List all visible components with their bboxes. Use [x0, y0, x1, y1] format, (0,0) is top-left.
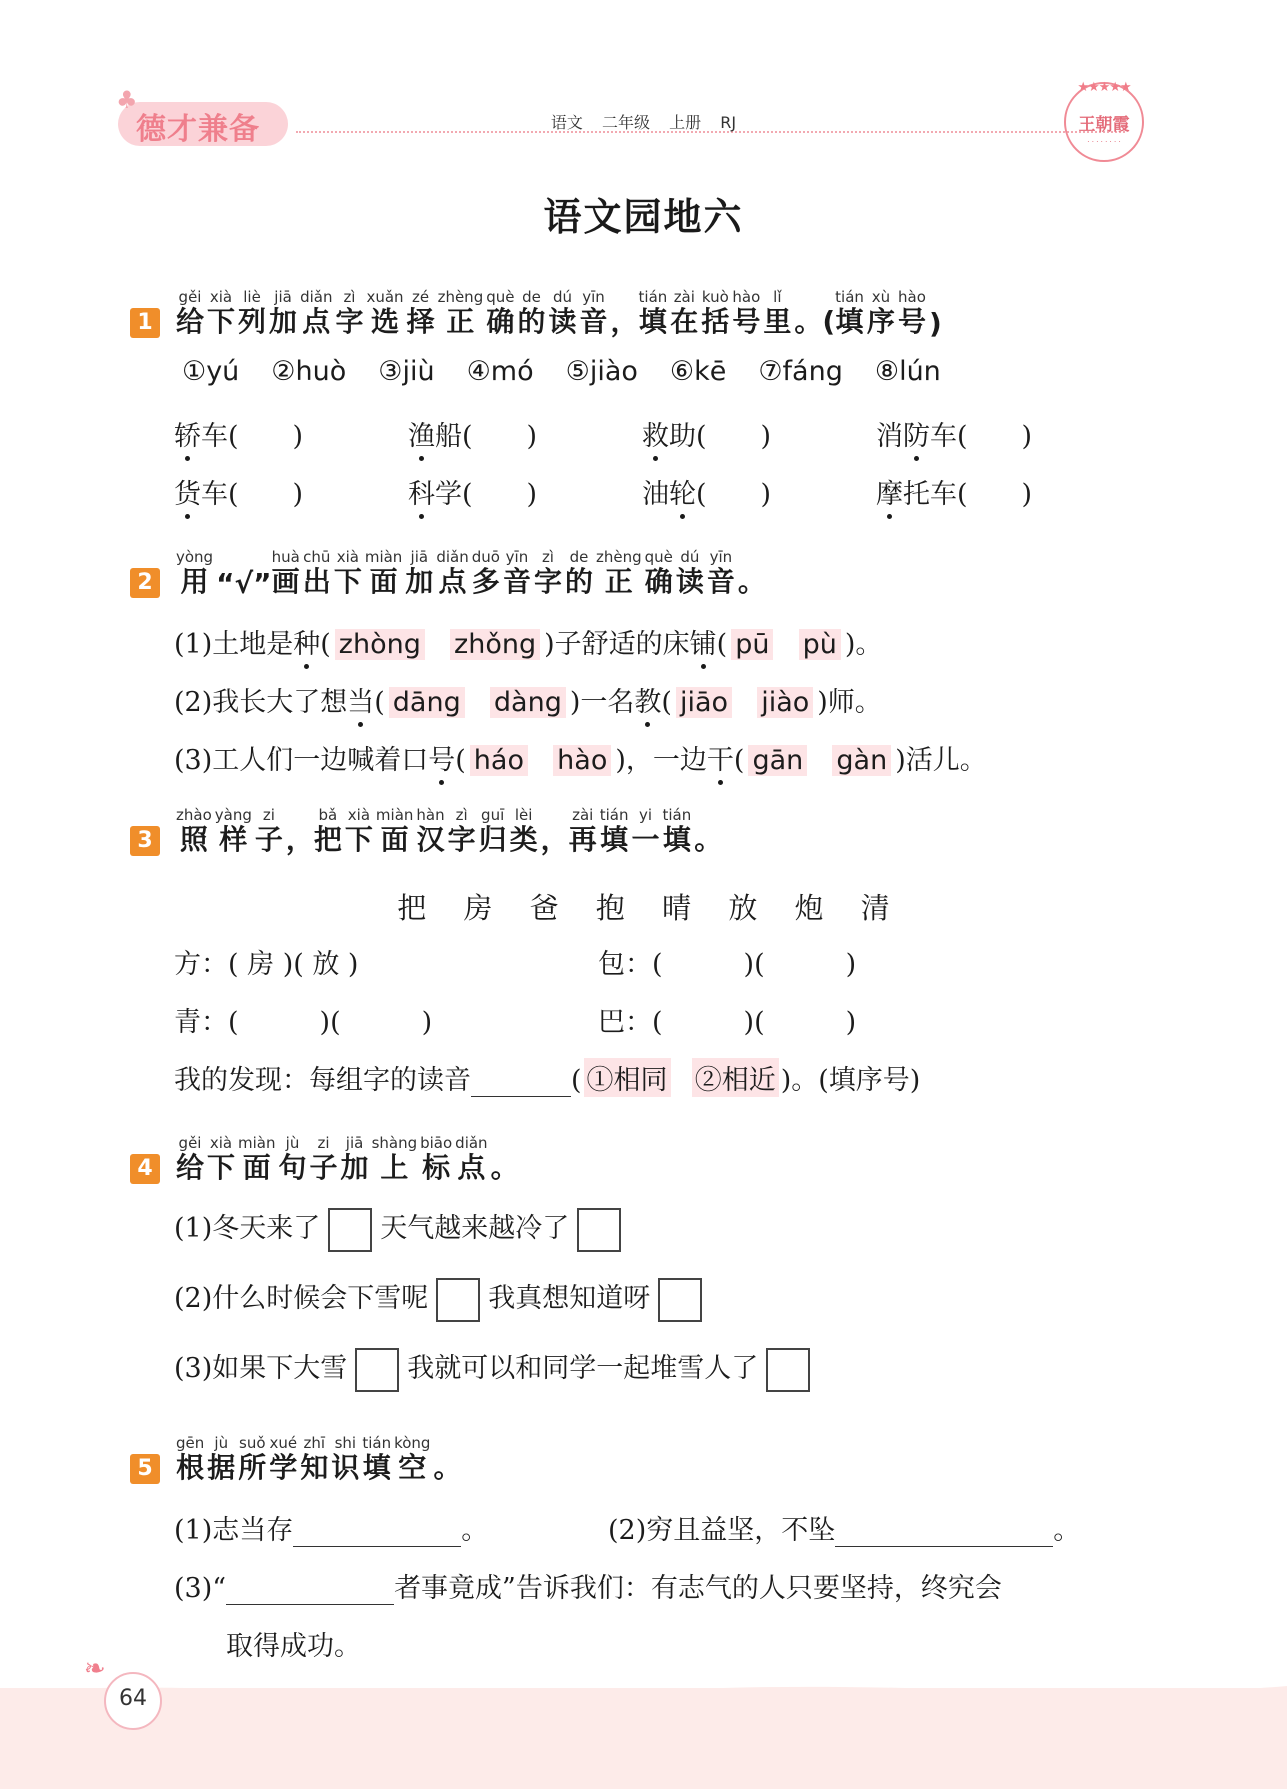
- option: ②huò: [271, 356, 347, 387]
- punctuation-box[interactable]: [355, 1348, 399, 1392]
- option: ⑦fáng: [758, 356, 843, 387]
- pinyin: xià: [333, 548, 362, 566]
- question-number: 2: [130, 568, 160, 598]
- question-title: [176, 1136, 519, 1186]
- title-char: 空kòng: [394, 1434, 431, 1484]
- pinyin-choice[interactable]: gān: [748, 745, 807, 776]
- group-ba[interactable]: 巴：( )( ): [598, 1007, 857, 1038]
- header-grade: 二年级: [602, 113, 651, 132]
- title-char: 把bǎ: [313, 806, 342, 856]
- title-char: 字zì: [335, 288, 364, 338]
- title-char: 标biāo: [420, 1134, 453, 1184]
- pinyin: duō: [471, 548, 500, 566]
- title-char: 样yàng: [214, 806, 252, 856]
- pinyin: xià: [344, 806, 373, 824]
- page-title: 语文园地六: [543, 195, 744, 239]
- question-title: [176, 290, 942, 340]
- pinyin: de: [564, 548, 593, 566]
- pinyin: hàn: [416, 806, 445, 824]
- title-char: 填tián: [362, 1434, 392, 1484]
- q5-item-2: (2)穷且益坚，不坠 。: [608, 1515, 1081, 1546]
- pinyin-choice[interactable]: zhòng: [335, 629, 425, 660]
- pinyin: gěi: [176, 288, 205, 306]
- title-char: 画huà: [271, 548, 300, 598]
- pinyin: zài: [568, 806, 597, 824]
- title-char: 上shàng: [371, 1134, 418, 1184]
- pinyin: jiā: [405, 548, 434, 566]
- question-number: 3: [130, 826, 160, 856]
- title-punct: 。(: [794, 305, 836, 338]
- pinyin: kuò: [701, 288, 730, 306]
- q1-word[interactable]: 货车( ): [174, 472, 303, 511]
- pinyin: yīn: [502, 548, 531, 566]
- title-char: 填tián: [662, 806, 692, 856]
- title-char: 出chū: [302, 548, 331, 598]
- q5-item-3: (3)“ 者事竟成”告诉我们：有志气的人只要坚持，终究会: [174, 1573, 1002, 1604]
- pinyin: yi: [631, 806, 660, 824]
- pinyin: xué: [269, 1434, 298, 1452]
- pinyin: zi: [309, 1134, 338, 1152]
- pinyin: suǒ: [238, 1434, 267, 1452]
- pinyin: miàn: [364, 548, 403, 566]
- punctuation-box[interactable]: [577, 1208, 621, 1252]
- title-char: 填tián: [835, 288, 864, 338]
- title-char: 号hào: [732, 288, 761, 338]
- title-char: 列liè: [238, 288, 267, 338]
- pinyin: diǎn: [455, 1134, 488, 1152]
- q1-word[interactable]: 摩托车( ): [876, 472, 1032, 511]
- pinyin: tián: [599, 806, 629, 824]
- question-title: [176, 1436, 461, 1486]
- pinyin: lèi: [509, 806, 538, 824]
- pinyin: jiā: [340, 1134, 369, 1152]
- title-char: 的de: [564, 548, 593, 598]
- title-punct: 。: [737, 565, 766, 598]
- pinyin-choice[interactable]: háo: [470, 745, 528, 776]
- group-qing[interactable]: 青：( )( ): [174, 1007, 433, 1038]
- title-char: 正zhèng: [437, 288, 484, 338]
- pinyin: hào: [897, 288, 926, 306]
- title-punct: 。: [694, 823, 723, 856]
- title-char: 根gēn: [176, 1434, 205, 1484]
- title-char: 字zì: [533, 548, 562, 598]
- title-char: 下xià: [344, 806, 373, 856]
- title-char: 确què: [486, 288, 515, 338]
- header-subject: 语文: [550, 113, 583, 132]
- char-list: 把 房 爸 抱 晴 放 炮 清: [397, 891, 890, 925]
- footer-band: [0, 1688, 1287, 1789]
- q1-word[interactable]: 渔船( ): [408, 414, 537, 453]
- seal-text: 王朝霞: [1078, 115, 1130, 135]
- pinyin: què: [486, 288, 515, 306]
- title-punct: “√”: [216, 567, 272, 600]
- answer-blank[interactable]: [226, 1573, 394, 1605]
- title-char: 读dú: [548, 288, 577, 338]
- title-char: 子zi: [254, 806, 283, 856]
- title-char: 据jù: [207, 1434, 236, 1484]
- question-title: [176, 808, 722, 858]
- pinyin-choice[interactable]: hào: [553, 745, 611, 776]
- q2-sentence-2: (2)我长大了想当( dāng dàng )一名教( jiāo jiào )师。: [174, 680, 882, 719]
- pinyin-choice[interactable]: jiāo: [676, 687, 732, 718]
- title-char: 号hào: [897, 288, 926, 338]
- question-title: [176, 550, 766, 600]
- title-char: 音yīn: [579, 288, 608, 338]
- pinyin: guī: [478, 806, 507, 824]
- question-number: 1: [130, 308, 160, 338]
- pinyin: shi: [331, 1434, 360, 1452]
- title-punct: ，: [540, 823, 569, 856]
- title-char: 照zhào: [176, 806, 212, 856]
- pinyin: miàn: [375, 806, 414, 824]
- title-char: 点diǎn: [436, 548, 469, 598]
- title-char: 加jiā: [405, 548, 434, 598]
- author-seal: [1064, 82, 1144, 162]
- seal-stars-icon: ★★★★★: [1077, 80, 1131, 95]
- pinyin-choice[interactable]: dàng: [490, 687, 566, 718]
- pinyin: xuǎn: [366, 288, 404, 306]
- page-number: 64: [119, 1686, 147, 1711]
- pinyin: miàn: [238, 1134, 276, 1152]
- pinyin: diǎn: [436, 548, 469, 566]
- title-char: 括kuò: [701, 288, 730, 338]
- pinyin-choice[interactable]: jiào: [757, 687, 813, 718]
- title-char: 读dú: [675, 548, 704, 598]
- pinyin: bǎ: [313, 806, 342, 824]
- pinyin: yòng: [176, 548, 214, 566]
- pinyin: tián: [835, 288, 864, 306]
- pinyin: xù: [866, 288, 895, 306]
- dolphin-icon: ❧: [84, 1654, 106, 1684]
- pinyin: xià: [207, 288, 236, 306]
- q4-sentence-1: (1)冬天来了 天气越来越冷了: [174, 1206, 629, 1252]
- brand-text: 德才兼备: [136, 112, 260, 147]
- title-punct: ，: [285, 823, 314, 856]
- pinyin-choice[interactable]: pù: [799, 629, 841, 660]
- answer-blank[interactable]: [471, 1065, 571, 1097]
- pinyin: zì: [335, 288, 364, 306]
- group-bao[interactable]: 包：( )( ): [598, 949, 857, 980]
- title-char: 点diǎn: [300, 288, 333, 338]
- pinyin: dú: [548, 288, 577, 306]
- title-char: 面miàn: [364, 548, 403, 598]
- title-char: 知zhī: [300, 1434, 329, 1484]
- q1-word[interactable]: 科学( ): [408, 472, 537, 511]
- question-number: 4: [130, 1154, 160, 1184]
- pinyin: zhào: [176, 806, 212, 824]
- title-char: 下xià: [333, 548, 362, 598]
- pinyin: liè: [238, 288, 267, 306]
- q1-options: [182, 356, 973, 387]
- header-edition: RJ: [720, 113, 737, 132]
- discovery-line: 我的发现：每组字的读音 ( ①相同 ②相近 )。(填序号): [174, 1058, 920, 1097]
- title-char: 的de: [517, 288, 546, 338]
- option: ①yú: [182, 356, 240, 387]
- punctuation-box[interactable]: [436, 1278, 480, 1322]
- title-char: 学xué: [269, 1434, 298, 1484]
- title-char: 给gěi: [176, 1134, 205, 1184]
- title-char: 一yi: [631, 806, 660, 856]
- answer-blank[interactable]: [293, 1515, 461, 1547]
- title-char: 音yīn: [502, 548, 531, 598]
- title-char: 选xuǎn: [366, 288, 404, 338]
- title-char: 择zé: [406, 288, 435, 338]
- title-char: 归guī: [478, 806, 507, 856]
- title-char: 下xià: [207, 288, 236, 338]
- pinyin: zé: [406, 288, 435, 306]
- pinyin: chū: [302, 548, 331, 566]
- option: ③jiù: [378, 356, 435, 387]
- q5-item-1: (1)志当存 。: [174, 1515, 489, 1546]
- title-char: 类lèi: [509, 806, 538, 856]
- punctuation-box[interactable]: [328, 1208, 372, 1252]
- q4-sentence-3: (3)如果下大雪 我就可以和同学一起堆雪人了: [174, 1346, 818, 1392]
- pinyin: diǎn: [300, 288, 333, 306]
- pinyin: tián: [662, 806, 692, 824]
- pinyin: gēn: [176, 1434, 205, 1452]
- pinyin: tián: [362, 1434, 392, 1452]
- pinyin: hào: [732, 288, 761, 306]
- title-char: 音yīn: [706, 548, 735, 598]
- pinyin-choice[interactable]: zhǒng: [450, 629, 540, 660]
- title-char: 给gěi: [176, 288, 205, 338]
- answer-blank[interactable]: [835, 1515, 1053, 1547]
- q1-word[interactable]: 救助( ): [642, 414, 771, 453]
- title-char: 下xià: [207, 1134, 236, 1184]
- q2-sentence-3: (3)工人们一边喊着口号( háo hào )，一边干( gān gàn )活儿。: [174, 738, 987, 777]
- title-char: 面miàn: [238, 1134, 276, 1184]
- pinyin: zì: [533, 548, 562, 566]
- palm-icon: ♣: [116, 86, 138, 114]
- title-char: 点diǎn: [455, 1134, 488, 1184]
- pinyin: de: [517, 288, 546, 306]
- pinyin: zi: [254, 806, 283, 824]
- pinyin: biāo: [420, 1134, 453, 1152]
- pinyin: zì: [447, 806, 476, 824]
- pinyin: zhèng: [595, 548, 642, 566]
- title-char: 加jiā: [269, 288, 298, 338]
- q4-sentence-2: (2)什么时候会下雪呢 我真想知道呀: [174, 1276, 710, 1322]
- option: ⑧lún: [874, 356, 941, 387]
- pinyin: lǐ: [763, 288, 792, 306]
- choice-option[interactable]: ②相近: [692, 1058, 779, 1097]
- question-number: 5: [130, 1454, 160, 1484]
- q1-word[interactable]: 轿车( ): [174, 414, 303, 453]
- title-char: 再zài: [568, 806, 597, 856]
- pinyin-choice[interactable]: pū: [731, 629, 773, 660]
- title-char: 正zhèng: [595, 548, 642, 598]
- title-char: 序xù: [866, 288, 895, 338]
- title-char: 子zi: [309, 1134, 338, 1184]
- pinyin: zhī: [300, 1434, 329, 1452]
- seal-ornament: · · · · · · · ·: [1087, 138, 1121, 146]
- title-punct: 。: [433, 1451, 462, 1484]
- pinyin: zhèng: [437, 288, 484, 306]
- title-char: 加jiā: [340, 1134, 369, 1184]
- pinyin: huà: [271, 548, 300, 566]
- title-char: 句jù: [278, 1134, 307, 1184]
- option: ⑤jiào: [565, 356, 638, 387]
- pinyin: xià: [207, 1134, 236, 1152]
- punctuation-box[interactable]: [766, 1348, 810, 1392]
- title-char: 识shi: [331, 1434, 360, 1484]
- title-char: 字zì: [447, 806, 476, 856]
- pinyin-choice[interactable]: dāng: [389, 687, 465, 718]
- pinyin: shàng: [371, 1134, 418, 1152]
- pinyin: zài: [670, 288, 699, 306]
- title-char: 多duō: [471, 548, 500, 598]
- q5-item-3-cont: 取得成功。: [226, 1631, 361, 1662]
- pinyin: què: [644, 548, 673, 566]
- option: ⑥kē: [669, 356, 727, 387]
- title-punct: ，: [610, 305, 639, 338]
- pinyin: yīn: [706, 548, 735, 566]
- title-char: 里lǐ: [763, 288, 792, 338]
- pinyin: jù: [278, 1134, 307, 1152]
- pinyin: kòng: [394, 1434, 431, 1452]
- title-char: 在zài: [670, 288, 699, 338]
- punctuation-box[interactable]: [658, 1278, 702, 1322]
- q1-word[interactable]: 油轮( ): [642, 472, 771, 511]
- pinyin: jù: [207, 1434, 236, 1452]
- title-punct: 。: [490, 1151, 519, 1184]
- choice-option[interactable]: ①相同: [584, 1058, 671, 1097]
- title-punct: ): [928, 307, 942, 340]
- pinyin-choice[interactable]: gàn: [832, 745, 891, 776]
- header-volume: 上册: [669, 113, 702, 132]
- pinyin: tián: [638, 288, 668, 306]
- pinyin: yàng: [214, 806, 252, 824]
- q2-sentence-1: (1)土地是种( zhòng zhǒng )子舒适的床铺( pū pù )。: [174, 622, 882, 661]
- title-char: 所suǒ: [238, 1434, 267, 1484]
- pinyin: yīn: [579, 288, 608, 306]
- title-char: 确què: [644, 548, 673, 598]
- title-char: 面miàn: [375, 806, 414, 856]
- title-char: 汉hàn: [416, 806, 445, 856]
- title-char: 填tián: [638, 288, 668, 338]
- group-fang[interactable]: 方：( 房 )( 放 ): [174, 949, 359, 980]
- title-char: 用yòng: [176, 548, 214, 598]
- title-char: 填tián: [599, 806, 629, 856]
- q1-word[interactable]: 消防车( ): [876, 414, 1032, 453]
- pinyin: dú: [675, 548, 704, 566]
- pinyin: gěi: [176, 1134, 205, 1152]
- pinyin: jiā: [269, 288, 298, 306]
- option: ④mó: [466, 356, 534, 387]
